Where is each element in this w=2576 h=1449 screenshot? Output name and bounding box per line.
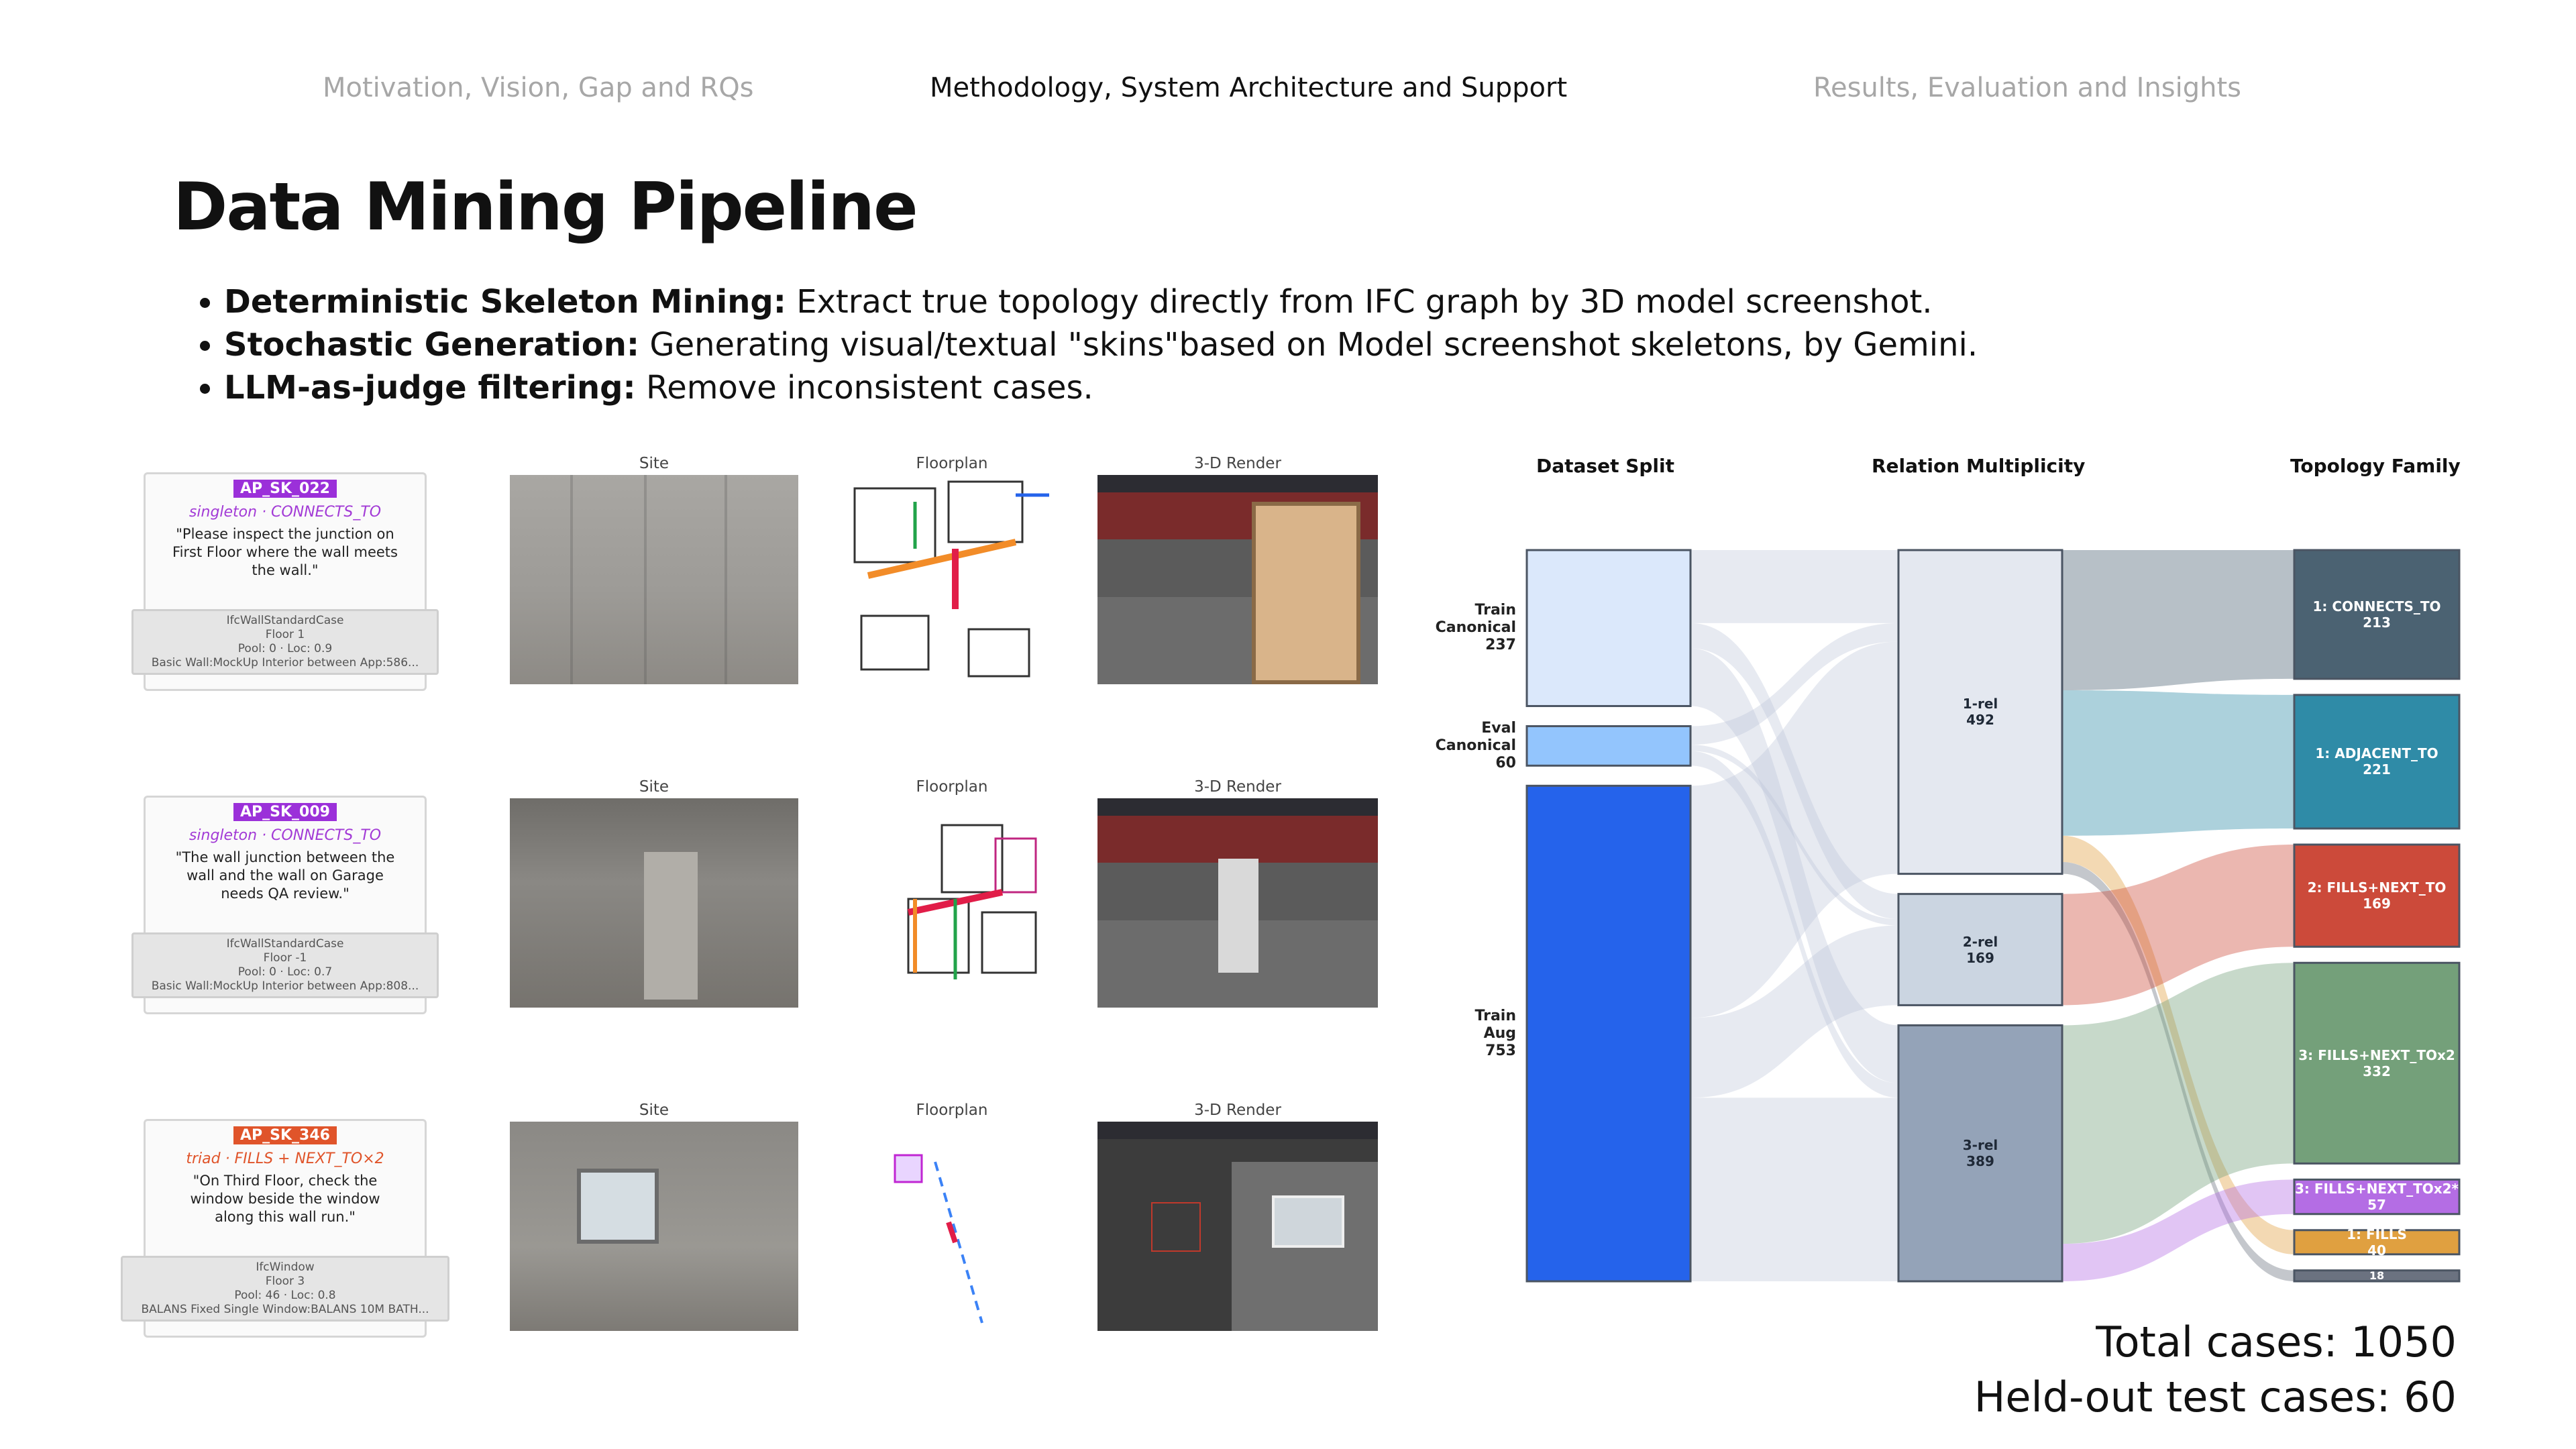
sankey-link: [2062, 550, 2294, 690]
case-tag: singleton · CONNECTS_TO: [189, 504, 382, 521]
meta-line: Basic Wall:MockUp Interior between App:586...: [151, 656, 419, 669]
meta-line: Pool: 0 · Loc: 0.9: [237, 642, 333, 655]
meta-line: BALANS Fixed Single Window:BALANS 10M BATH...: [141, 1303, 429, 1316]
case-tag: singleton · CONNECTS_TO: [189, 827, 382, 844]
sankey-node-label: 1-rel 492: [1962, 696, 1998, 729]
render-column-title: 3-D Render: [1194, 1102, 1281, 1119]
bullet-term: LLM-as-judge filtering:: [224, 369, 636, 407]
nav-item-results[interactable]: Results, Evaluation and Insights: [1813, 72, 2241, 103]
floorplan-column-title: Floorplan: [916, 455, 988, 472]
sankey-node-label: Train Aug 753: [1474, 1007, 1516, 1059]
sankey-node-label: 2: FILLS+NEXT_TO 169: [2307, 879, 2447, 912]
render-column-title: 3-D Render: [1194, 455, 1281, 472]
case-quote: "The wall junction between the wall and the wall on Garage needs QA review.": [175, 849, 395, 902]
sankey-node-label: 1: FILLS 40: [2347, 1226, 2407, 1258]
floorplan-column-title: Floorplan: [916, 1102, 988, 1119]
sankey-node-label: 18: [2369, 1269, 2385, 1282]
meta-line: Basic Wall:MockUp Interior between App:808...: [151, 979, 419, 993]
case-quote: "Please inspect the junction on First Floor where the wall meets the wall.": [172, 526, 398, 578]
sankey-node-label: Train Canonical 237: [1435, 602, 1516, 654]
sankey-column-header: Dataset Split: [1536, 455, 1674, 477]
case-tag: triad · FILLS + NEXT_TO×2: [186, 1150, 384, 1167]
case-id-badge: AP_SK_009: [233, 803, 337, 821]
bullet-term: Deterministic Skeleton Mining:: [224, 283, 786, 321]
sankey-node-label: 3: FILLS+NEXT_TOx2* 57: [2294, 1181, 2459, 1214]
site-column-title: Site: [639, 1102, 669, 1119]
nav-item-methodology[interactable]: Methodology, System Architecture and Support: [930, 72, 1568, 103]
meta-line: Pool: 46 · Loc: 0.8: [234, 1289, 336, 1302]
sankey-node: [1527, 726, 1690, 765]
meta-line: Floor 3: [265, 1275, 305, 1288]
meta-line: IfcWallStandardCase: [226, 614, 344, 627]
sankey-node-label: 3-rel 389: [1962, 1137, 1998, 1170]
floorplan-column-title: Floorplan: [916, 778, 988, 796]
meta-line: IfcWallStandardCase: [226, 937, 344, 951]
meta-line: Pool: 0 · Loc: 0.7: [237, 965, 333, 979]
sankey-node-label: Eval Canonical 60: [1435, 719, 1516, 771]
sankey-node-label: 1: ADJACENT_TO 221: [2315, 745, 2438, 778]
slide-title: Data Mining Pipeline: [173, 169, 917, 246]
heldout-cases: Held-out test cases: 60: [1974, 1373, 2457, 1421]
site-column-title: Site: [639, 778, 669, 796]
total-cases: Total cases: 1050: [2096, 1318, 2457, 1366]
sankey-node-label: 2-rel 169: [1962, 933, 1998, 966]
bullet-term: Stochastic Generation:: [224, 326, 640, 364]
meta-line: Floor -1: [263, 951, 307, 965]
case-quote: "On Third Floor, check the window beside the window along this wall run.": [190, 1173, 380, 1225]
sankey-node: [1527, 786, 1690, 1281]
nav-item-motivation[interactable]: Motivation, Vision, Gap and RQs: [323, 72, 754, 103]
case-id-badge: AP_SK_022: [233, 480, 337, 498]
sankey-link: [2062, 690, 2294, 836]
meta-line: IfcWindow: [256, 1260, 315, 1274]
sankey-node-label: 3: FILLS+NEXT_TOx2 332: [2298, 1046, 2455, 1079]
case-id-badge: AP_SK_346: [233, 1126, 337, 1144]
bullet-text: Generating visual/textual "skins"based on Model screenshot skeletons, by Gemini.: [639, 326, 1978, 364]
sankey-column-header: Relation Multiplicity: [1872, 455, 2086, 477]
sankey-link: [1690, 550, 1898, 623]
sankey-column-header: Topology Family: [2290, 455, 2461, 477]
sankey-node: [1527, 550, 1690, 706]
sankey-node-label: 1: CONNECTS_TO 213: [2312, 598, 2441, 631]
sankey-link: [1690, 1097, 1898, 1281]
bullet-text: Remove inconsistent cases.: [635, 369, 1093, 407]
bullet-text: Extract true topology directly from IFC graph by 3D model screenshot.: [786, 283, 1933, 321]
meta-line: Floor 1: [265, 628, 305, 641]
render-column-title: 3-D Render: [1194, 778, 1281, 796]
site-column-title: Site: [639, 455, 669, 472]
